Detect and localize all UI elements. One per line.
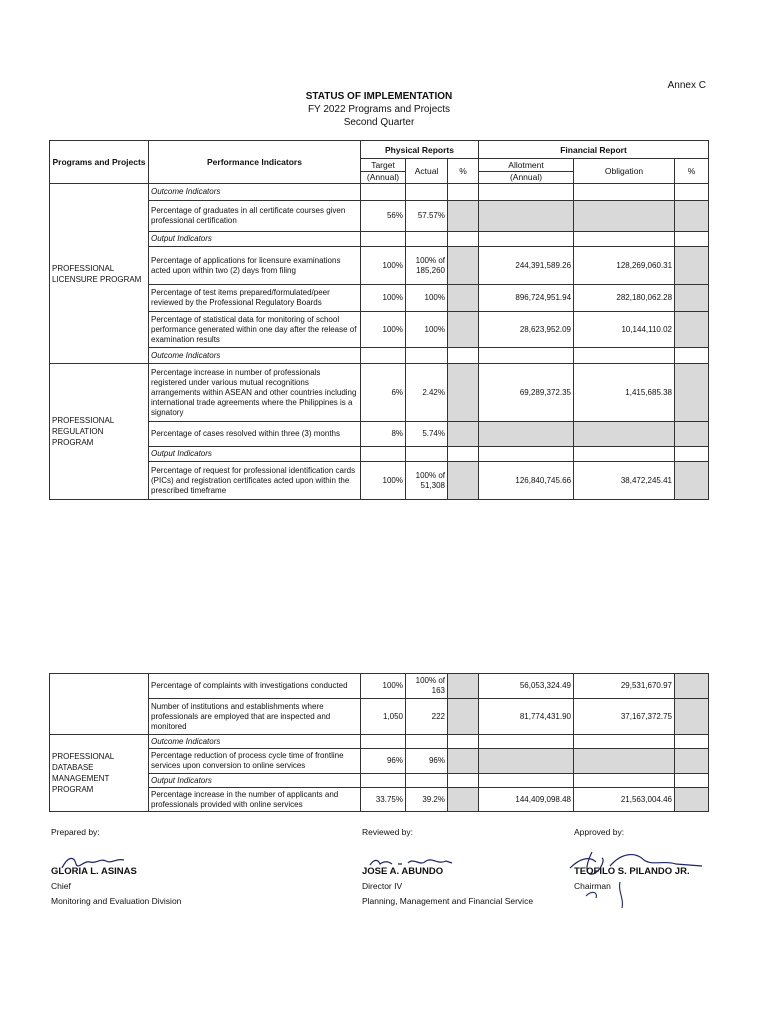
table-row	[50, 285, 709, 312]
table-row	[50, 422, 709, 447]
indicator-text: Percentage of test items prepared/formulated/peer reviewed by the Professional Regulatory Boards	[149, 285, 361, 312]
obligation-value: 29,531,670.97	[574, 674, 675, 699]
outcome-indicators-label: Outcome Indicators	[149, 735, 361, 749]
approved-by-position: Chairman	[574, 881, 611, 891]
header-target-sub: (Annual)	[366, 172, 400, 182]
obligation-value: 38,472,245.41	[574, 462, 675, 500]
table-row	[50, 674, 709, 699]
allotment-value: 144,409,098.48	[479, 788, 574, 812]
indicator-text: Percentage of applications for licensure examinations acted upon within two (2) days from filing	[149, 247, 361, 285]
target-value: 100%	[361, 674, 406, 699]
actual-value: 100%	[406, 285, 448, 312]
actual-value: 222	[406, 699, 448, 735]
target-value: 1,050	[361, 699, 406, 735]
allotment-value: 244,391,589.26	[479, 247, 574, 285]
actual-value: 100% of 51,308	[406, 462, 448, 500]
indicator-text: Percentage of statistical data for monitoring of school performance generated within one day after the release of examination results	[149, 312, 361, 348]
table-row	[50, 735, 709, 749]
header-allotment-label: Allotment	[479, 159, 573, 172]
header-physical: Physical Reports	[361, 141, 479, 159]
allotment-value: 56,053,324.49	[479, 674, 574, 699]
indicator-text: Percentage increase in number of professionals registered under various mutual recognitions arrangements within ASEAN and other countries including international trade agreements where the Philippines is a signatory	[149, 364, 361, 422]
actual-value: 57.57%	[406, 201, 448, 232]
status-table-continued	[49, 673, 709, 812]
status-table	[49, 140, 709, 500]
prepared-by-division: Monitoring and Evaluation Division	[51, 896, 182, 906]
reviewed-by-label: Reviewed by:	[362, 827, 414, 837]
table-row	[50, 232, 709, 247]
table-row	[50, 312, 709, 348]
allotment-value: 896,724,951.94	[479, 285, 574, 312]
header-obligation: Obligation	[574, 159, 675, 184]
table-row	[50, 699, 709, 735]
header-actual: Actual	[406, 159, 448, 184]
indicator-text: Percentage of request for professional identification cards (PICs) and registration certificates acted upon within the prescribed timeframe	[149, 462, 361, 500]
header-allotment	[479, 159, 574, 184]
reviewed-by-division: Planning, Management and Financial Service	[362, 896, 534, 906]
output-indicators-label: Output Indicators	[149, 774, 361, 788]
annex-label: Annex C	[667, 80, 706, 91]
output-indicators-label: Output Indicators	[149, 447, 361, 462]
table-row	[50, 348, 709, 364]
target-value: 100%	[361, 247, 406, 285]
target-value: 100%	[361, 462, 406, 500]
actual-value: 100% of 163	[406, 674, 448, 699]
allotment-value: 81,774,431.90	[479, 699, 574, 735]
table-row	[50, 749, 709, 774]
actual-value: 100%	[406, 312, 448, 348]
indicator-text: Number of institutions and establishments where professionals are employed that are inspected and monitored	[149, 699, 361, 735]
reviewed-by-position: Director IV	[362, 881, 403, 891]
indicator-text: Percentage of cases resolved within three (3) months	[149, 422, 361, 447]
approved-by-name: TEOFILO S. PILANDO JR.	[574, 866, 690, 877]
program-regulation: PROFESSIONAL REGULATION PROGRAM	[50, 364, 149, 500]
outcome-indicators-label: Outcome Indicators	[149, 184, 361, 201]
output-indicators-label: Output Indicators	[149, 232, 361, 247]
table-row	[50, 447, 709, 462]
indicator-text: Percentage increase in the number of applicants and professionals provided with online services	[149, 788, 361, 812]
target-value: 8%	[361, 422, 406, 447]
header-target-label: Target	[361, 159, 405, 172]
program-licensure: PROFESSIONAL LICENSURE PROGRAM	[50, 184, 149, 364]
approved-by-label: Approved by:	[574, 827, 625, 837]
prepared-by-label: Prepared by:	[51, 827, 100, 837]
target-value: 6%	[361, 364, 406, 422]
actual-value: 96%	[406, 749, 448, 774]
actual-value: 39.2%	[406, 788, 448, 812]
actual-value: 5.74%	[406, 422, 448, 447]
prepared-by-position: Chief	[51, 881, 71, 891]
obligation-value: 282,180,062.28	[574, 285, 675, 312]
table-row	[50, 247, 709, 285]
table-row	[50, 788, 709, 812]
target-value: 100%	[361, 312, 406, 348]
header-pct2: %	[675, 159, 709, 184]
table-row	[50, 462, 709, 500]
reviewed-by-name: JOSE A. ABUNDO	[362, 866, 444, 877]
header-allotment-sub: (Annual)	[509, 172, 543, 182]
actual-value: 100% of 185,260	[406, 247, 448, 285]
obligation-value: 21,563,004.46	[574, 788, 675, 812]
indicator-text: Percentage of complaints with investigations conducted	[149, 674, 361, 699]
report-period: Second Quarter	[343, 117, 415, 128]
header-programs: Programs and Projects	[50, 141, 149, 184]
table-row	[50, 364, 709, 422]
table-row	[50, 201, 709, 232]
actual-value: 2.42%	[406, 364, 448, 422]
obligation-value: 10,144,110.02	[574, 312, 675, 348]
approved-signature	[566, 848, 706, 912]
target-value: 56%	[361, 201, 406, 232]
obligation-value: 1,415,685.38	[574, 364, 675, 422]
allotment-value: 126,840,745.66	[479, 462, 574, 500]
report-title-block	[0, 91, 758, 129]
target-value: 33.75%	[361, 788, 406, 812]
report-subtitle: FY 2022 Programs and Projects	[307, 104, 451, 115]
header-target	[361, 159, 406, 184]
prepared-by-name: GLORIA L. ASINAS	[51, 866, 137, 877]
header-pct: %	[448, 159, 479, 184]
indicator-text: Percentage reduction of process cycle time of frontline services upon conversion to online services	[149, 749, 361, 774]
report-title: STATUS OF IMPLEMENTATION	[305, 91, 453, 102]
target-value: 96%	[361, 749, 406, 774]
header-indicators: Performance Indicators	[149, 141, 361, 184]
table-row	[50, 774, 709, 788]
allotment-value: 69,289,372.35	[479, 364, 574, 422]
header-financial: Financial Report	[479, 141, 709, 159]
table-row	[50, 184, 709, 201]
obligation-value: 128,269,060.31	[574, 247, 675, 285]
outcome-indicators-label: Outcome Indicators	[149, 348, 361, 364]
program-database: PROFESSIONAL DATABASE MANAGEMENT PROGRAM	[50, 735, 149, 812]
target-value: 100%	[361, 285, 406, 312]
allotment-value: 28,623,952.09	[479, 312, 574, 348]
indicator-text: Percentage of graduates in all certificate courses given professional certification	[149, 201, 361, 232]
obligation-value: 37,167,372.75	[574, 699, 675, 735]
